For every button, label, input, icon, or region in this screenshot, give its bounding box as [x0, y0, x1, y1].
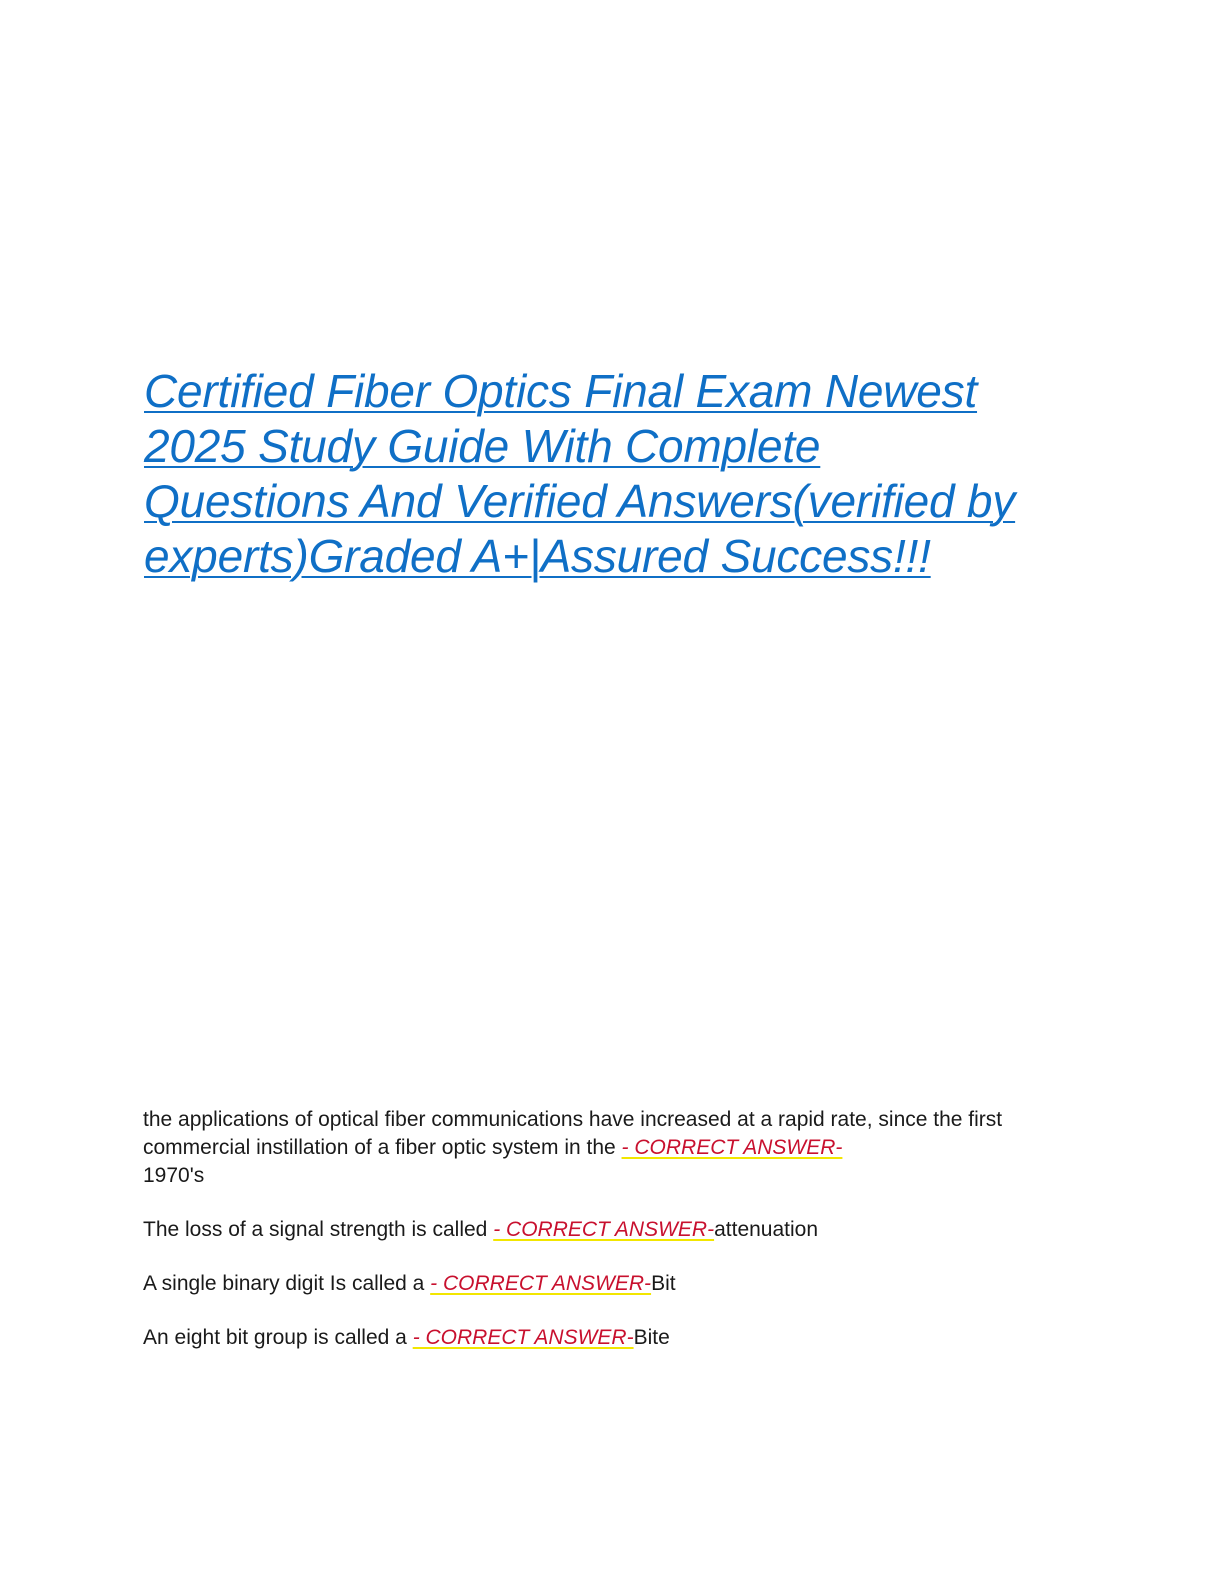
qa-item	[143, 1324, 1043, 1352]
answer-text: Bit	[651, 1272, 676, 1295]
title-block	[144, 364, 1074, 584]
qa-item	[143, 1216, 1043, 1244]
question-text: the applications of optical fiber communications have increased at a rapid rate, since the first commercial instillation of a fiber optic system in the	[143, 1108, 1003, 1159]
title-link-line-1[interactable]: Certified Fiber Optics Final Exam Newest	[144, 365, 978, 417]
answer-text: Bite	[633, 1326, 670, 1349]
correct-answer-marker: - CORRECT ANSWER-	[412, 1326, 634, 1349]
question-text: The loss of a signal strength is called	[143, 1218, 488, 1241]
question-text: An eight bit group is called a	[143, 1326, 407, 1349]
qa-item	[143, 1106, 1043, 1190]
title-link-line-4[interactable]: experts)Graded A+|Assured Success!!!	[144, 530, 931, 582]
correct-answer-marker: - CORRECT ANSWER-	[493, 1218, 715, 1241]
answer-text: 1970's	[143, 1164, 205, 1187]
correct-answer-marker: - CORRECT ANSWER-	[430, 1272, 652, 1295]
title-link-line-2[interactable]: 2025 Study Guide With Complete	[144, 420, 821, 472]
qa-list	[143, 1106, 1043, 1378]
answer-text: attenuation	[714, 1218, 819, 1241]
question-text: A single binary digit Is called a	[143, 1272, 425, 1295]
correct-answer-marker: - CORRECT ANSWER-	[621, 1136, 843, 1159]
qa-item	[143, 1270, 1043, 1298]
title-link-line-3[interactable]: Questions And Verified Answers(verified by	[144, 475, 1016, 527]
